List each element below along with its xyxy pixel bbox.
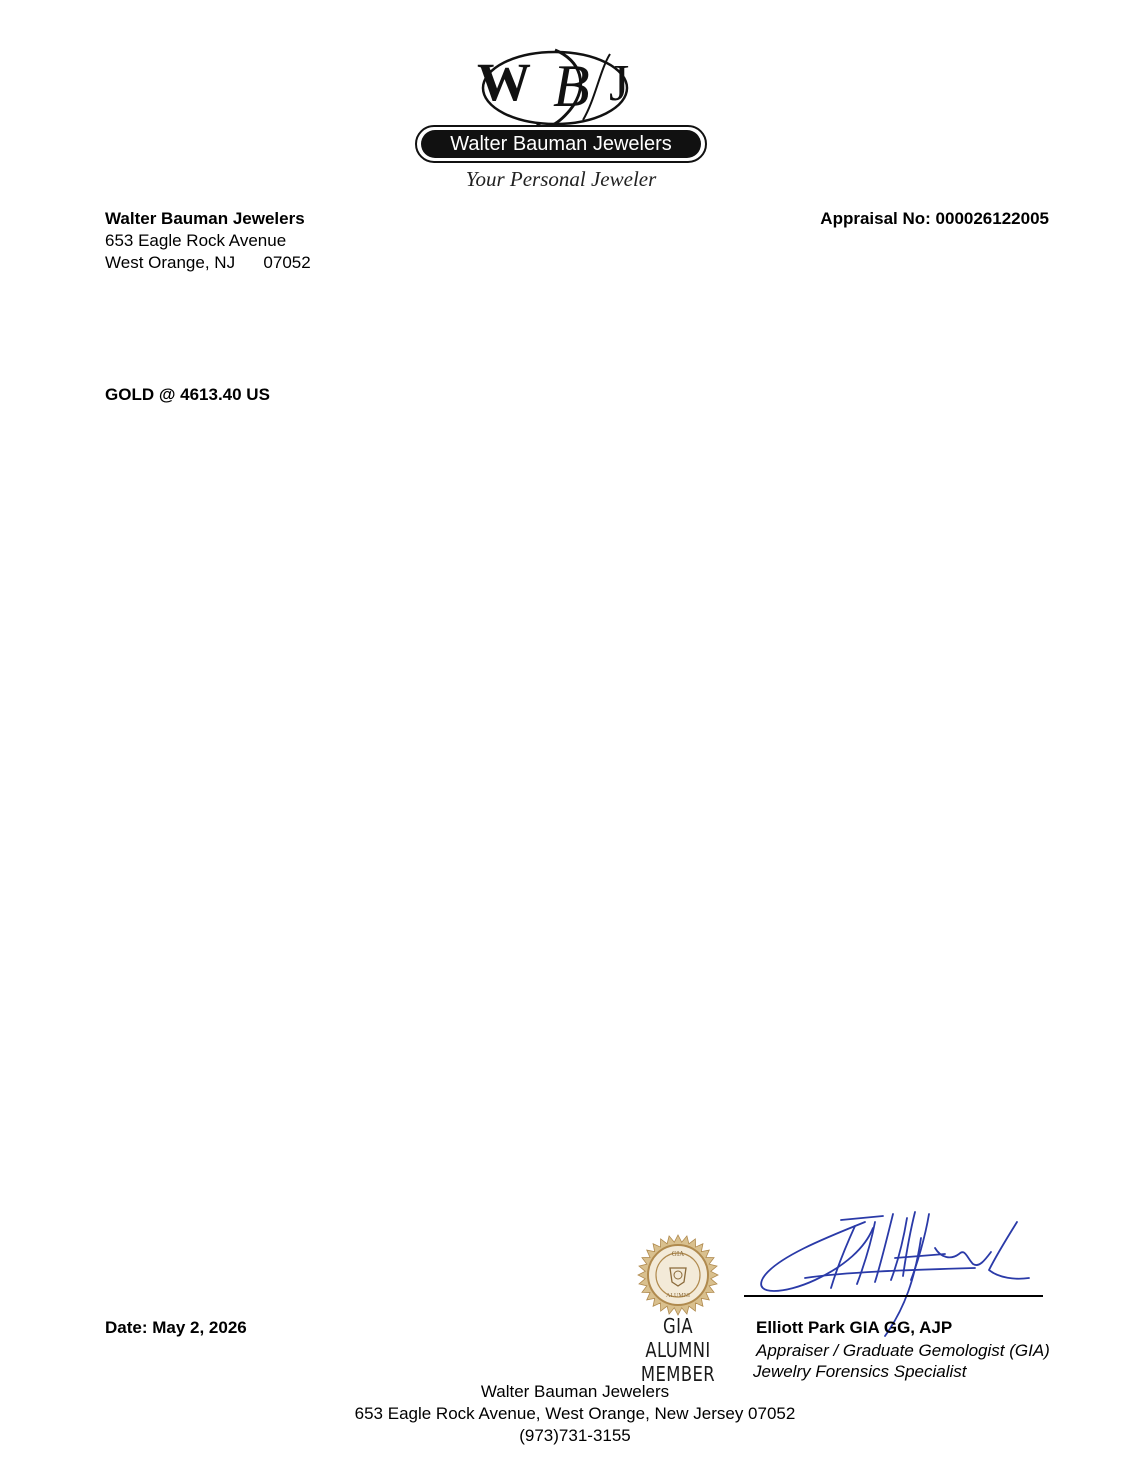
footer-address: 653 Eagle Rock Avenue, West Orange, New Jersey 07052 (354, 1404, 796, 1423)
gia-seal-icon (637, 1234, 719, 1316)
company-logo (405, 40, 717, 200)
signer-name: Elliott Park GIA GG, AJP (756, 1318, 953, 1337)
gia-alumni-badge (632, 1314, 724, 1386)
svg-text:GIA: GIA (671, 1250, 685, 1258)
address-street: 653 Eagle Rock Avenue (105, 231, 287, 250)
gia-alumni-line2: MEMBER (640, 1362, 716, 1386)
signature-line (744, 1295, 1043, 1297)
appraisal-number: Appraisal No: 000026122005 (820, 209, 1049, 228)
appraisal-date: Date: May 2, 2026 (105, 1318, 247, 1337)
svg-text:W: W (477, 52, 531, 112)
svg-text:J: J (609, 55, 630, 112)
footer-phone: (973)731-3155 (519, 1426, 631, 1445)
signer-specialty: Jewelry Forensics Specialist (753, 1362, 967, 1381)
logo-banner-text: Walter Bauman Jewelers (450, 133, 672, 155)
signer-title: Appraiser / Graduate Gemologist (GIA) (756, 1341, 1050, 1360)
gia-alumni-line1: GIA ALUMNI (645, 1314, 711, 1362)
footer-company-name: Walter Bauman Jewelers (480, 1382, 670, 1401)
gold-price: GOLD @ 4613.40 US (105, 385, 270, 404)
svg-text:B: B (553, 53, 590, 119)
address-city-state-zip: West Orange, NJ 07052 (105, 253, 311, 272)
svg-text:ALUMNI: ALUMNI (666, 1293, 690, 1299)
company-name: Walter Bauman Jewelers (105, 209, 305, 228)
logo-tagline: Your Personal Jeweler (465, 167, 657, 191)
